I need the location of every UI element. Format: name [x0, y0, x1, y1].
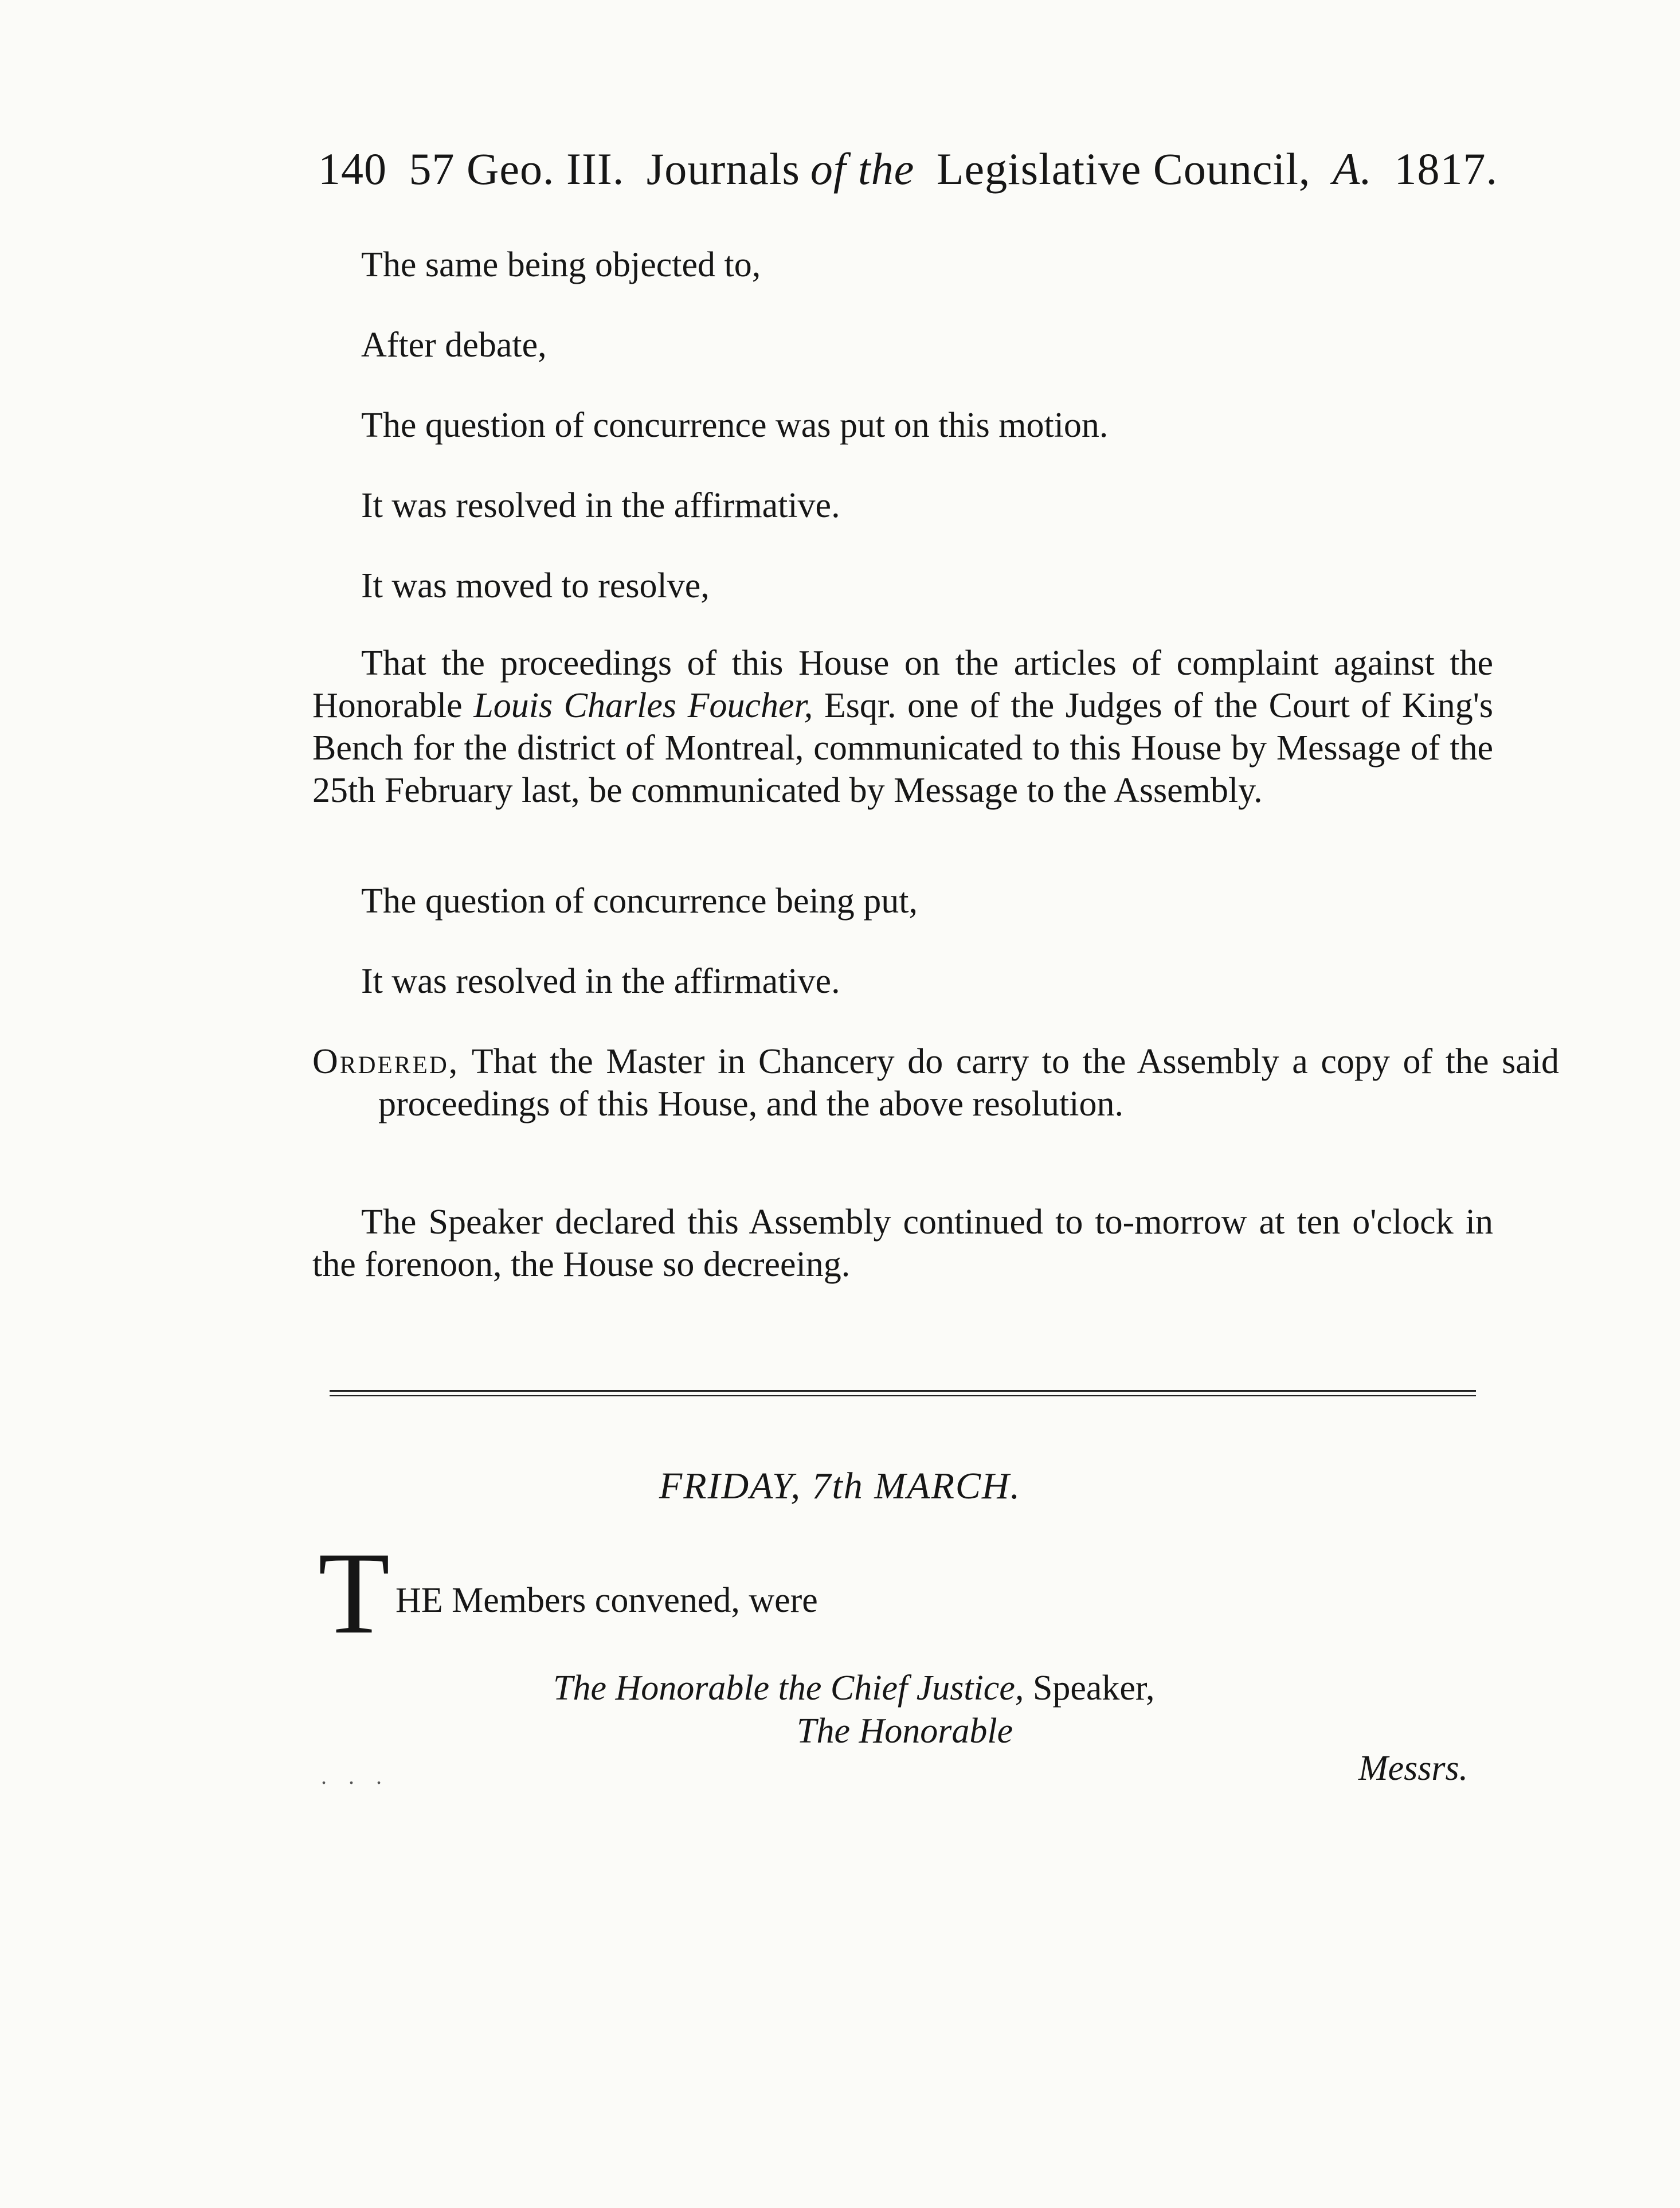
paragraph-debate: After debate, — [361, 326, 547, 365]
running-header — [318, 143, 1522, 195]
paragraph-question-put: The question of concurrence was put on this motion. — [361, 406, 1109, 445]
section-rule — [330, 1390, 1476, 1396]
ordered-paragraph — [312, 1040, 1559, 1125]
council-word: Legislative Council, — [936, 144, 1311, 194]
page-number: 140 — [318, 144, 387, 194]
chief-justice-line — [553, 1668, 1155, 1709]
paragraph-resolved-2: It was resolved in the affirmative. — [361, 962, 840, 1001]
judge-name: Louis Charles Foucher, — [473, 686, 813, 725]
chief-justice: The Honorable the Chief Justice, — [553, 1669, 1024, 1708]
ordered-label: Ordered, — [312, 1042, 460, 1081]
adjournment-paragraph: The Speaker declared this Assembly continued to to-morrow at ten o'clock in the forenoon, the House so decreeing. — [312, 1203, 1493, 1284]
catchword: Messrs. — [1358, 1749, 1468, 1788]
drop-cap: T — [318, 1528, 390, 1658]
paragraph-resolved: It was resolved in the affirmative. — [361, 486, 840, 525]
ordered-text: That the Master in Chancery do carry to the Assembly a copy of the said proceedings of this House, and the above resolution. — [378, 1042, 1559, 1123]
of-the-word: of the — [810, 144, 915, 194]
paragraph-moved: It was moved to resolve, — [361, 566, 710, 605]
honorable-line: The Honorable — [797, 1712, 1013, 1751]
day-heading: FRIDAY, 7th MARCH. — [659, 1465, 1021, 1507]
paragraph-objected: The same being objected to, — [361, 245, 761, 284]
motion-paragraph — [312, 642, 1493, 812]
annus-mark: A. — [1332, 144, 1373, 194]
header-year: 1817. — [1394, 144, 1498, 194]
motion-text-end: Esqr. one of the Judges of the Court of King's Bench for the district of Montreal, communicated to this House by Message of the 25th February last, be communicated by Message to the Assembly. — [312, 686, 1493, 810]
ornament-dots: . . . — [321, 1763, 390, 1789]
regnal-year: 57 Geo. III. — [409, 144, 625, 194]
speaker-title: Speaker, — [1032, 1669, 1155, 1708]
paragraph-concurrence: The question of concurrence being put, — [361, 882, 918, 921]
members-convened: HE Members convened, were — [395, 1581, 818, 1620]
journals-word: Journals — [646, 144, 800, 194]
motion-text-start: That the proceedings of this House on the articles of complaint against the Honorable — [312, 644, 1493, 725]
